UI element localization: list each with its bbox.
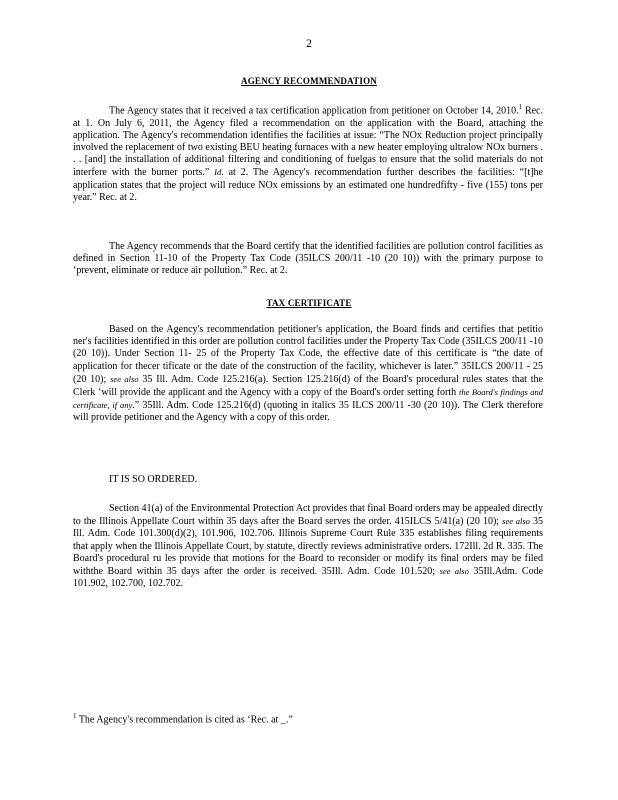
footnote bbox=[73, 712, 543, 725]
paragraph-text: . at 2. The Agency's recommendation further describes the facilities: “[t]he application states that the project will reduce NOx emissions by an estimated one hundredfifty - five (155) tons per year.” Rec. at 2. bbox=[73, 167, 543, 203]
citation-italic: see also bbox=[502, 516, 530, 527]
quoted-italic: the Board's findings and certificate, if any bbox=[73, 387, 544, 411]
paragraph-text: Rec. at 1. On July 6, 2011, the Agency filed a recommendation on the application with the Board, attaching the application. The Agency's recommendation identifies the facilities at issue: “The NOx Reduction project principally involved the replacement of two existing BEU heating furnaces with a new heater employing ultralow NOx burners . . . [and] the installation of additional filtering and conditioning of fuelgas to ensure that the solid materials do not interfere with the burner ports.” bbox=[73, 105, 543, 179]
citation-italic: see also bbox=[110, 373, 139, 384]
paragraph-agency-recommends: The Agency recommends that the Board certify that the identified facilities are pollution control facilities as defined in Section 11-10 of the Property Tax Code (35ILCS 200/11 -10 (20 10)) with the primary purpose to ‘prevent, eliminate or reduce air pollution.” Rec. at 2. bbox=[73, 241, 543, 277]
heading-agency-recommendation: AGENCY RECOMMENDATION bbox=[241, 76, 377, 86]
citation-italic: see also bbox=[439, 566, 469, 577]
footnote-text: The Agency's recommendation is cited as ‘Rec. at _.” bbox=[78, 714, 293, 726]
paragraph-text: Section 41(a) of the Environmental Protection Act provides that final Board orders may be appealed directly to the Illinois Appellate Court within 35 days after the Board serves the order. 415ILCS 5/41(a) (20 10); bbox=[73, 503, 543, 528]
paragraph-text: The Agency states that it received a tax certification application from petitioner on October 14, 2010. bbox=[109, 105, 519, 117]
heading-tax-certificate: TAX CERTIFICATE bbox=[266, 298, 352, 308]
ordered-statement: IT IS SO ORDERED. bbox=[109, 474, 198, 485]
paragraph-text: Based on the Agency's recommendation petitioner's application, the Board finds and certifies that petitio ner's facilities identified in this order are pollution control facilities under the Property Tax Code (35ILCS 200/11 -10 (20 10)). Under Section 11- 25 of the Property Tax Code, the effective date of this certificate is “the date of application for thecer tificate or the date of the construction of the facility, whichever is later.” 35ILCS 200/11 - 25 (20 10); bbox=[73, 324, 543, 385]
paragraph-board-findings bbox=[73, 324, 543, 425]
paragraph-text: .” 35Ill. Adm. Code 125.216(d) (quoting in italics 35 ILCS 200/11 -30 (20 10)). The Clerk therefore will provide petitioner and the Agency with a copy of this order. bbox=[73, 400, 543, 424]
paragraph-agency-statement bbox=[73, 101, 543, 204]
citation-italic: Id bbox=[214, 167, 222, 178]
footnote-mark: 1 bbox=[73, 712, 77, 720]
paragraph-text: 35Ill.Adm. Code 101.902, 102.700, 102.702. bbox=[73, 566, 544, 590]
page-number: 2 bbox=[306, 36, 312, 50]
footnote-reference: 1 bbox=[518, 103, 523, 111]
paragraph-text: 35 Ill. Adm. Code 101.300(d)(2), 101.906, 102.706. Illinois Supreme Court Rule 335 establishes filing requirements that apply when the Illinois Appellate Court, by statute, directly reviews administrative orders. 172Ill. 2d R. 335. The Board's procedural ru les provide that motions for the Board to reconsider or modify its final orders may be filed withthe Board within 35 days after the order is received. 35Ill. Adm. Code 101.520; bbox=[73, 516, 544, 578]
paragraph-appeal-rights bbox=[73, 503, 543, 590]
paragraph-text: 35 Ill. Adm. Code 125.216(a). Section 125.216(d) of the Board's procedural rules states that the Clerk ‘will provide the applicant and the Agency with a copy of the Board's order setting forth bbox=[73, 373, 544, 399]
